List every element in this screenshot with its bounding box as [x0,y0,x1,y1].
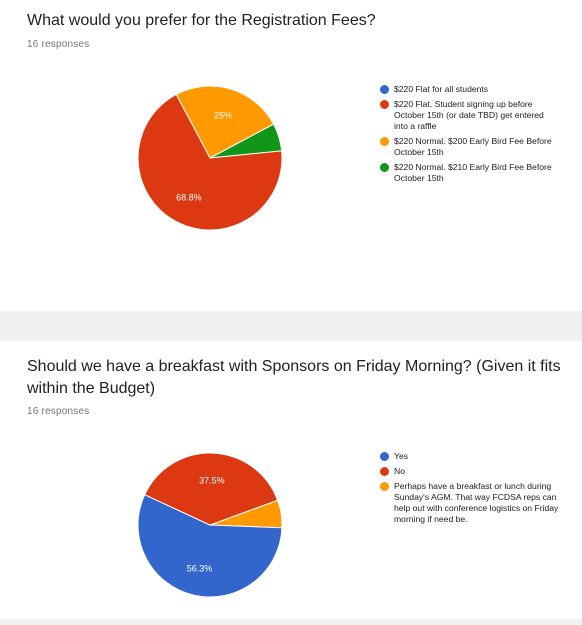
pie-data-label: 68.8% [176,192,202,203]
pie-chart-registration-fees [130,78,290,238]
legend-swatch [380,85,389,94]
legend-swatch [380,163,389,172]
legend-item [380,99,560,132]
legend-swatch [380,452,389,461]
legend-registration-fees [380,84,560,188]
legend-swatch [380,100,389,109]
pie-data-label: 37.5% [199,475,225,486]
legend-item [380,451,560,462]
legend-label: $220 Flat for all students [394,84,489,94]
pie-chart-breakfast-sponsors [130,445,290,605]
legend-item [380,481,560,525]
pie-data-label: 56.3% [186,563,213,574]
legend-label: No [394,466,405,476]
legend-label: $220 Normal. $210 Early Bird Fee Before October 15th [394,162,552,183]
question-card-breakfast-sponsors [0,341,582,619]
response-count: 16 responses [27,406,90,417]
legend-item [380,466,560,477]
legend-label: $220 Normal. $200 Early Bird Fee Before October 15th [394,136,552,157]
legend-swatch [380,137,389,146]
legend-item [380,162,560,184]
legend-item [380,136,560,158]
response-count: 16 responses [27,39,90,50]
pie-data-label: 25% [214,110,233,121]
legend-label: Yes [394,451,409,461]
legend-swatch [380,482,389,491]
question-title: What would you prefer for the Registration Fees? [27,12,376,29]
legend-breakfast-sponsors [380,451,560,529]
legend-label: $220 Flat. Student signing up before October 15th (or date TBD) get entered into a raffle [394,99,544,131]
question-card-registration-fees [0,0,582,311]
legend-item [380,84,560,95]
legend-swatch [380,467,389,476]
legend-label: Perhaps have a breakfast or lunch during Sunday's AGM. That way FCDSA reps can help out with conference logistics on Friday morning if need be. [394,481,559,524]
question-title: Should we have a breakfast with Sponsors on Friday Morning? (Given it fits within the Budget) [27,358,561,397]
